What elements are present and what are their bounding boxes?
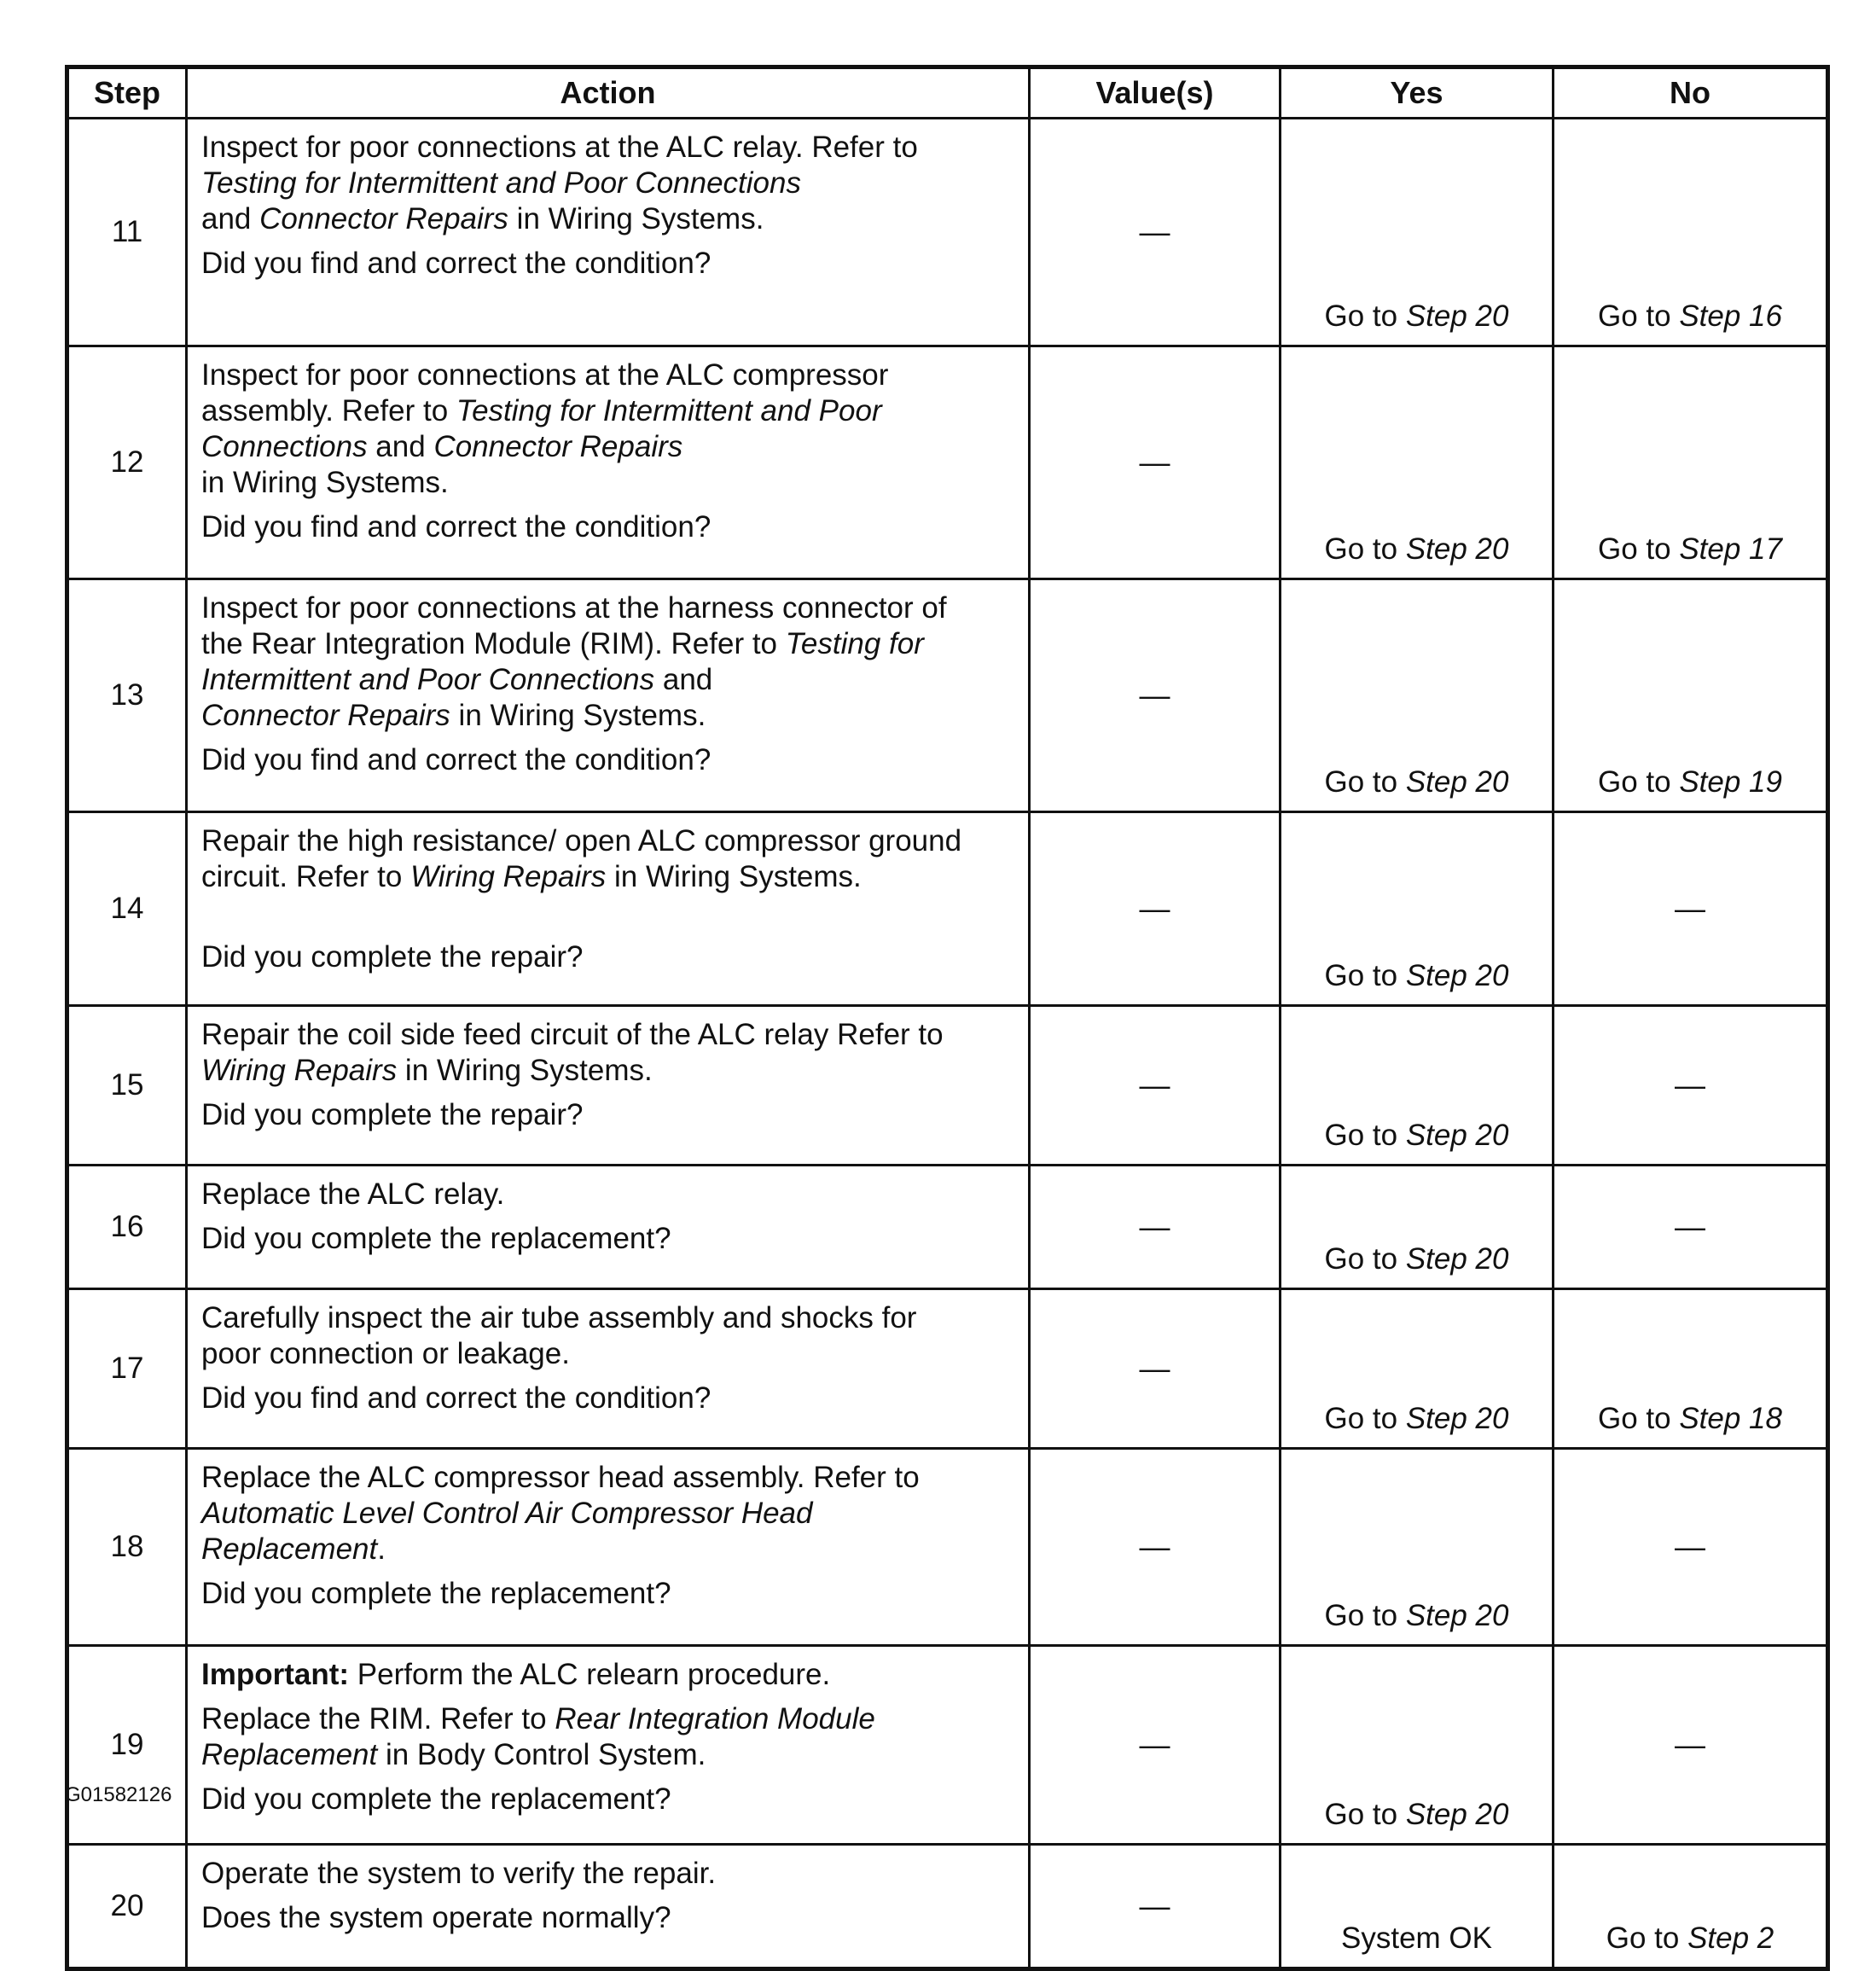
- step-number: 20: [67, 1845, 187, 1969]
- action-segment: Repair the high resistance/ open ALC compressor ground: [201, 824, 962, 858]
- header-row: [67, 67, 1828, 119]
- goto-prefix: Go to: [1324, 1402, 1406, 1435]
- goto-prefix: Go to: [1598, 299, 1680, 333]
- action-line: [201, 1177, 1014, 1212]
- action-line: [201, 662, 1014, 698]
- document-id: G01582126: [65, 1783, 172, 1806]
- goto-step-ref: Step 20: [1405, 1599, 1509, 1632]
- goto-prefix: Go to: [1324, 959, 1406, 992]
- action-segment: Inspect for poor connections at the ALC relay. Refer to: [201, 131, 918, 164]
- goto-step-ref: Step 20: [1405, 1402, 1509, 1435]
- action-segment: Carefully inspect the air tube assembly and shocks for: [201, 1301, 917, 1334]
- no-cell: [1554, 1166, 1828, 1289]
- action-cell: [187, 1646, 1030, 1845]
- goto-prefix: Go to: [1324, 1599, 1406, 1632]
- action-line: [201, 823, 1014, 859]
- action-cell: [187, 1166, 1030, 1289]
- yes-cell: [1281, 579, 1554, 812]
- dash-mark: —: [1675, 1529, 1705, 1564]
- action-segment: Replace the ALC relay.: [201, 1177, 505, 1211]
- action-cell: [187, 119, 1030, 346]
- action-cell: [187, 1845, 1030, 1969]
- action-segment: Replace the RIM. Refer to: [201, 1702, 555, 1736]
- value-cell: [1030, 1845, 1281, 1969]
- goto-prefix: Go to: [1324, 1798, 1406, 1831]
- value-cell: [1030, 119, 1281, 346]
- yes-cell: [1281, 1449, 1554, 1646]
- table-row: [67, 346, 1828, 579]
- dash-mark: —: [1139, 1208, 1170, 1244]
- dash-mark: —: [1139, 213, 1170, 249]
- goto-step-ref: Step 18: [1679, 1402, 1782, 1435]
- goto-step-ref: Step 20: [1405, 1242, 1509, 1276]
- goto-prefix: Go to: [1324, 299, 1406, 333]
- diagnostic-table: [65, 65, 1830, 1971]
- goto-step-ref: Step 20: [1405, 765, 1509, 799]
- header-step: Step: [67, 67, 187, 119]
- action-question: Did you find and correct the condition?: [201, 510, 711, 544]
- table-row: [67, 1646, 1828, 1845]
- action-line: [201, 626, 1014, 662]
- table-body: [67, 119, 1828, 1969]
- no-cell: [1554, 1449, 1828, 1646]
- action-line: [201, 859, 1014, 895]
- action-line: [201, 166, 1014, 201]
- step-number: 16: [67, 1166, 187, 1289]
- action-line: [201, 1532, 1014, 1567]
- spacer: [201, 895, 1014, 931]
- value-cell: [1030, 1006, 1281, 1166]
- goto-step-ref: Step 20: [1405, 1119, 1509, 1152]
- action-question: Did you complete the repair?: [201, 940, 584, 974]
- action-text: [201, 1017, 1014, 1089]
- action-question: Does the system operate normally?: [201, 1901, 671, 1934]
- value-cell: [1030, 1646, 1281, 1845]
- goto-prefix: Go to: [1324, 532, 1406, 566]
- goto-prefix: Go to: [1598, 1402, 1680, 1435]
- no-cell: [1554, 579, 1828, 812]
- yes-cell: [1281, 119, 1554, 346]
- action-segment: Inspect for poor connections at the harness connector of: [201, 591, 947, 625]
- action-segment: Repair the coil side feed circuit of the ALC relay Refer to: [201, 1018, 944, 1051]
- reference-title: Connector Repairs: [201, 699, 450, 732]
- action-segment: and: [654, 663, 713, 696]
- action-cell: [187, 1006, 1030, 1166]
- action-segment: .: [377, 1532, 386, 1566]
- action-text: [201, 1460, 1014, 1567]
- reference-title: Automatic Level Control Air Compressor Head: [201, 1497, 813, 1530]
- action-line: [201, 698, 1014, 734]
- goto-prefix: Go to: [1598, 532, 1680, 566]
- reference-title: Wiring Repairs: [410, 860, 607, 893]
- yes-cell: [1281, 1006, 1554, 1166]
- dash-mark: —: [1139, 444, 1170, 480]
- action-segment: circuit. Refer to: [201, 860, 411, 893]
- action-question: Did you complete the replacement?: [201, 1577, 671, 1610]
- action-text: [201, 823, 1014, 895]
- action-question: Did you complete the repair?: [201, 1098, 584, 1131]
- important-text: Perform the ALC relearn procedure.: [349, 1658, 831, 1691]
- no-cell: [1554, 346, 1828, 579]
- action-line: [201, 465, 1014, 501]
- dash-mark: —: [1139, 677, 1170, 712]
- goto-prefix: Go to: [1598, 765, 1680, 799]
- dash-mark: —: [1139, 1726, 1170, 1762]
- table-row: [67, 579, 1828, 812]
- action-text: [201, 130, 1014, 237]
- reference-title: Intermittent and Poor Connections: [201, 663, 655, 696]
- goto-step-ref: Step 20: [1405, 532, 1509, 566]
- action-segment: in Body Control System.: [377, 1738, 706, 1771]
- action-segment: the Rear Integration Module (RIM). Refer to: [201, 627, 786, 660]
- action-line: [201, 1053, 1014, 1089]
- yes-cell: [1281, 812, 1554, 1006]
- reference-title: Testing for Intermittent and Poor: [456, 394, 882, 427]
- action-question: Did you find and correct the condition?: [201, 247, 711, 280]
- action-line: [201, 1336, 1014, 1372]
- action-line: [201, 130, 1014, 166]
- dash-mark: —: [1675, 1067, 1705, 1102]
- action-line: [201, 1460, 1014, 1496]
- action-segment: and: [367, 430, 434, 463]
- step-number: 13: [67, 579, 187, 812]
- yes-cell: [1281, 1845, 1554, 1969]
- step-number: 17: [67, 1289, 187, 1449]
- action-cell: [187, 812, 1030, 1006]
- dash-mark: —: [1675, 1209, 1705, 1244]
- action-line: [201, 1701, 1014, 1737]
- action-question: Did you find and correct the condition?: [201, 1381, 711, 1415]
- reference-title: Connector Repairs: [259, 202, 508, 235]
- reference-title: Connections: [201, 430, 368, 463]
- value-cell: [1030, 1449, 1281, 1646]
- goto-step-ref: Step 16: [1679, 299, 1782, 333]
- value-cell: [1030, 1289, 1281, 1449]
- goto-prefix: Go to: [1324, 1242, 1406, 1276]
- value-cell: [1030, 346, 1281, 579]
- action-segment: assembly. Refer to: [201, 394, 456, 427]
- action-segment: poor connection or leakage.: [201, 1337, 570, 1370]
- action-line: [201, 1496, 1014, 1532]
- goto-step-ref: Step 19: [1679, 765, 1782, 799]
- no-cell: [1554, 1845, 1828, 1969]
- important-note: [201, 1657, 1014, 1693]
- header-values: Value(s): [1030, 67, 1281, 119]
- step-number: 18: [67, 1449, 187, 1646]
- action-cell: [187, 1289, 1030, 1449]
- step-number: 19: [67, 1646, 187, 1845]
- action-text: [201, 358, 1014, 501]
- dash-mark: —: [1139, 1528, 1170, 1564]
- goto-step-ref: Step 17: [1679, 532, 1782, 566]
- action-segment: in Wiring Systems.: [606, 860, 862, 893]
- value-cell: [1030, 812, 1281, 1006]
- dash-mark: —: [1675, 891, 1705, 926]
- yes-cell: [1281, 346, 1554, 579]
- step-number: 12: [67, 346, 187, 579]
- action-segment: in Wiring Systems.: [508, 202, 764, 235]
- reference-title: Testing for Intermittent and Poor Connections: [201, 166, 801, 200]
- action-text: [201, 590, 1014, 734]
- goto-prefix: Go to: [1324, 765, 1406, 799]
- action-segment: Operate the system to verify the repair.: [201, 1857, 717, 1890]
- no-cell: [1554, 1646, 1828, 1845]
- action-cell: [187, 346, 1030, 579]
- no-cell: [1554, 812, 1828, 1006]
- yes-cell: [1281, 1289, 1554, 1449]
- table-row: [67, 1006, 1828, 1166]
- goto-step-ref: Step 20: [1405, 1798, 1509, 1831]
- action-line: [201, 1017, 1014, 1053]
- table-row: [67, 1449, 1828, 1646]
- reference-title: Wiring Repairs: [201, 1054, 398, 1087]
- goto-prefix: Go to: [1324, 1119, 1406, 1152]
- header-action: Action: [187, 67, 1030, 119]
- table-row: [67, 1166, 1828, 1289]
- reference-title: Testing for: [785, 627, 924, 660]
- goto-step-ref: Step 20: [1405, 299, 1509, 333]
- table-row: [67, 812, 1828, 1006]
- step-number: 15: [67, 1006, 187, 1166]
- header-yes: Yes: [1281, 67, 1554, 119]
- dash-mark: —: [1139, 890, 1170, 926]
- table-row: [67, 1845, 1828, 1969]
- action-line: [201, 1856, 1014, 1892]
- step-number: 14: [67, 812, 187, 1006]
- action-line: [201, 393, 1014, 429]
- action-line: [201, 590, 1014, 626]
- reference-title: Replacement: [201, 1738, 378, 1771]
- action-text: [201, 1856, 1014, 1892]
- important-label: Important:: [201, 1658, 350, 1691]
- action-segment: Inspect for poor connections at the ALC compressor: [201, 358, 889, 392]
- action-question: Did you complete the replacement?: [201, 1782, 671, 1816]
- yes-cell: [1281, 1646, 1554, 1845]
- goto-prefix: Go to: [1606, 1922, 1688, 1955]
- no-cell: [1554, 1289, 1828, 1449]
- result-text: System OK: [1341, 1922, 1492, 1955]
- table-row: [67, 1289, 1828, 1449]
- dash-mark: —: [1675, 1727, 1705, 1762]
- action-cell: [187, 579, 1030, 812]
- action-question: Did you complete the replacement?: [201, 1222, 671, 1255]
- reference-title: Rear Integration Module: [555, 1702, 875, 1736]
- action-segment: in Wiring Systems.: [397, 1054, 653, 1087]
- action-cell: [187, 1449, 1030, 1646]
- action-text: [201, 1701, 1014, 1773]
- header-no: No: [1554, 67, 1828, 119]
- action-question: Did you find and correct the condition?: [201, 743, 711, 776]
- goto-step-ref: Step 20: [1405, 959, 1509, 992]
- no-cell: [1554, 119, 1828, 346]
- action-line: [201, 358, 1014, 393]
- goto-step-ref: Step 2: [1687, 1922, 1774, 1955]
- action-segment: in Wiring Systems.: [201, 466, 449, 499]
- action-line: [201, 201, 1014, 237]
- action-text: [201, 1300, 1014, 1372]
- action-line: [201, 429, 1014, 465]
- no-cell: [1554, 1006, 1828, 1166]
- action-segment: in Wiring Systems.: [450, 699, 706, 732]
- reference-title: Connector Repairs: [433, 430, 683, 463]
- reference-title: Replacement: [201, 1532, 378, 1566]
- action-text: [201, 1177, 1014, 1212]
- action-segment: and: [201, 202, 260, 235]
- action-segment: Replace the ALC compressor head assembly. Refer to: [201, 1461, 920, 1494]
- yes-cell: [1281, 1166, 1554, 1289]
- table-row: [67, 119, 1828, 346]
- action-line: [201, 1300, 1014, 1336]
- dash-mark: —: [1139, 1067, 1170, 1102]
- dash-mark: —: [1139, 1887, 1170, 1923]
- step-number: 11: [67, 119, 187, 346]
- dash-mark: —: [1139, 1350, 1170, 1386]
- value-cell: [1030, 1166, 1281, 1289]
- action-line: [201, 1737, 1014, 1773]
- value-cell: [1030, 579, 1281, 812]
